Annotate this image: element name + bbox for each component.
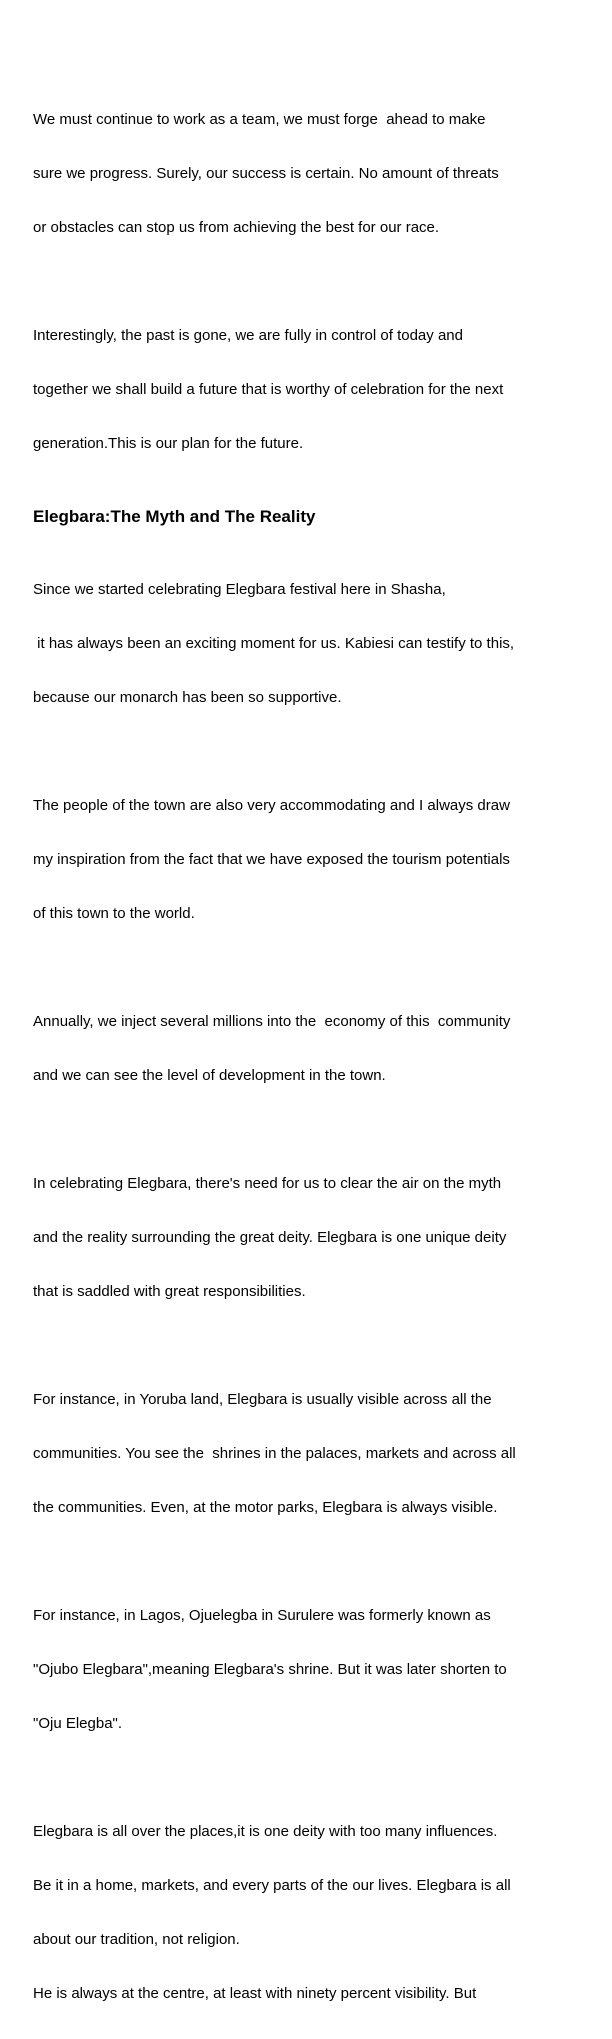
text-line: of this town to the world. bbox=[33, 905, 195, 922]
paragraph-body-2 bbox=[33, 761, 592, 959]
text-line: it has always been an exciting moment for us. Kabiesi can testify to this, bbox=[33, 635, 515, 652]
paragraph-body-5 bbox=[33, 1355, 592, 1553]
paragraph-intro-2 bbox=[33, 291, 592, 489]
paragraph-body-4 bbox=[33, 1139, 592, 1337]
text-line: Elegbara is all over the places,it is one deity with too many influences. bbox=[33, 1823, 498, 1840]
text-line: generation.This is our plan for the future. bbox=[33, 435, 304, 452]
paragraph-body-1 bbox=[33, 545, 592, 743]
paragraph-body-7 bbox=[33, 1787, 592, 2039]
text-line: about our tradition, not religion. bbox=[33, 1931, 240, 1948]
text-line: and the reality surrounding the great deity. Elegbara is one unique deity bbox=[33, 1229, 507, 1246]
text-line: For instance, in Lagos, Ojuelegba in Surulere was formerly known as bbox=[33, 1607, 491, 1624]
text-line: "Ojubo Elegbara",meaning Elegbara's shrine. But it was later shorten to bbox=[33, 1661, 507, 1678]
text-line: Interestingly, the past is gone, we are fully in control of today and bbox=[33, 327, 463, 344]
section-heading: Elegbara:The Myth and The Reality bbox=[33, 507, 316, 526]
text-line: Since we started celebrating Elegbara festival here in Shasha, bbox=[33, 581, 446, 598]
text-line: He is always at the centre, at least with ninety percent visibility. But bbox=[33, 1985, 477, 2002]
text-line: The people of the town are also very accommodating and I always draw bbox=[33, 797, 510, 814]
text-line: "Oju Elegba". bbox=[33, 1715, 123, 1732]
text-line: For instance, in Yoruba land, Elegbara is usually visible across all the bbox=[33, 1391, 492, 1408]
text-line: that is saddled with great responsibilities. bbox=[33, 1283, 306, 1300]
text-line: the communities. Even, at the motor parks, Elegbara is always visible. bbox=[33, 1499, 498, 1516]
text-line: together we shall build a future that is worthy of celebration for the next bbox=[33, 381, 504, 398]
text-line: Annually, we inject several millions into the economy of this community bbox=[33, 1013, 511, 1030]
text-line: my inspiration from the fact that we have exposed the tourism potentials bbox=[33, 851, 510, 868]
paragraph-intro-1 bbox=[33, 75, 592, 273]
text-line: Be it in a home, markets, and every parts of the our lives. Elegbara is all bbox=[33, 1877, 511, 1894]
paragraph-body-3 bbox=[33, 977, 592, 1121]
text-line: or obstacles can stop us from achieving the best for our race. bbox=[33, 219, 440, 236]
text-line: In celebrating Elegbara, there's need for us to clear the air on the myth bbox=[33, 1175, 502, 1192]
text-line: because our monarch has been so supportive. bbox=[33, 689, 342, 706]
text-line: and we can see the level of development in the town. bbox=[33, 1067, 386, 1084]
text-line: sure we progress. Surely, our success is certain. No amount of threats bbox=[33, 165, 499, 182]
text-line: We must continue to work as a team, we must forge ahead to make bbox=[33, 111, 486, 128]
text-line: communities. You see the shrines in the palaces, markets and across all bbox=[33, 1445, 516, 1462]
paragraph-body-6 bbox=[33, 1571, 592, 1769]
